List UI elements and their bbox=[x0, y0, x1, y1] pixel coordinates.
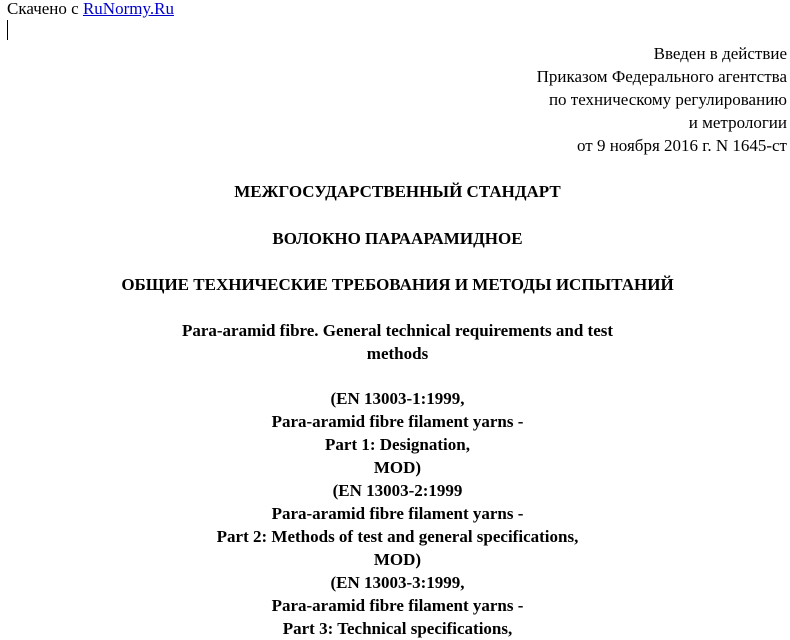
reference-line: (EN 13003-3:1999, bbox=[330, 573, 465, 592]
enactment-line: Введен в действие bbox=[653, 44, 787, 63]
reference-line: Part 2: Methods of test and general specifications, bbox=[216, 527, 579, 546]
reference-line: (EN 13003-2:1999 bbox=[332, 481, 463, 500]
enactment-line: по техническому регулированию bbox=[548, 90, 787, 109]
enactment-line: и метрологии bbox=[688, 113, 787, 132]
document-subtitle: ОБЩИЕ ТЕХНИЧЕСКИЕ ТРЕБОВАНИЯ И МЕТОДЫ ИСПЫТАНИЙ bbox=[121, 275, 674, 294]
reference-line: (EN 13003-1:1999, bbox=[330, 389, 465, 408]
english-title-line: Para-aramid fibre. General technical requirements and test bbox=[181, 321, 614, 340]
source-line bbox=[7, 0, 174, 20]
reference-line: Para-aramid fibre filament yarns - bbox=[271, 596, 524, 615]
reference-line: MOD) bbox=[373, 550, 422, 569]
reference-line: MOD) bbox=[373, 458, 422, 477]
source-prefix: Скачено с bbox=[7, 0, 83, 18]
english-title-line: methods bbox=[366, 344, 429, 363]
document-title: ВОЛОКНО ПАРААРАМИДНОЕ bbox=[272, 229, 523, 248]
enactment-block bbox=[367, 42, 787, 157]
reference-line: Para-aramid fibre filament yarns - bbox=[271, 504, 524, 523]
english-title bbox=[0, 319, 790, 365]
enactment-line: от 9 ноября 2016 г. N 1645-ст bbox=[577, 136, 787, 155]
reference-standards bbox=[0, 387, 790, 640]
text-cursor bbox=[7, 20, 8, 40]
reference-line: Part 3: Technical specifications, bbox=[282, 619, 513, 638]
reference-line: Para-aramid fibre filament yarns - bbox=[271, 412, 524, 431]
enactment-line: Приказом Федерального агентства bbox=[536, 67, 787, 86]
standard-type-heading: МЕЖГОСУДАРСТВЕННЫЙ СТАНДАРТ bbox=[234, 182, 561, 201]
reference-line: Part 1: Designation, bbox=[325, 435, 470, 454]
source-link[interactable]: RuNormy.Ru bbox=[82, 0, 174, 18]
